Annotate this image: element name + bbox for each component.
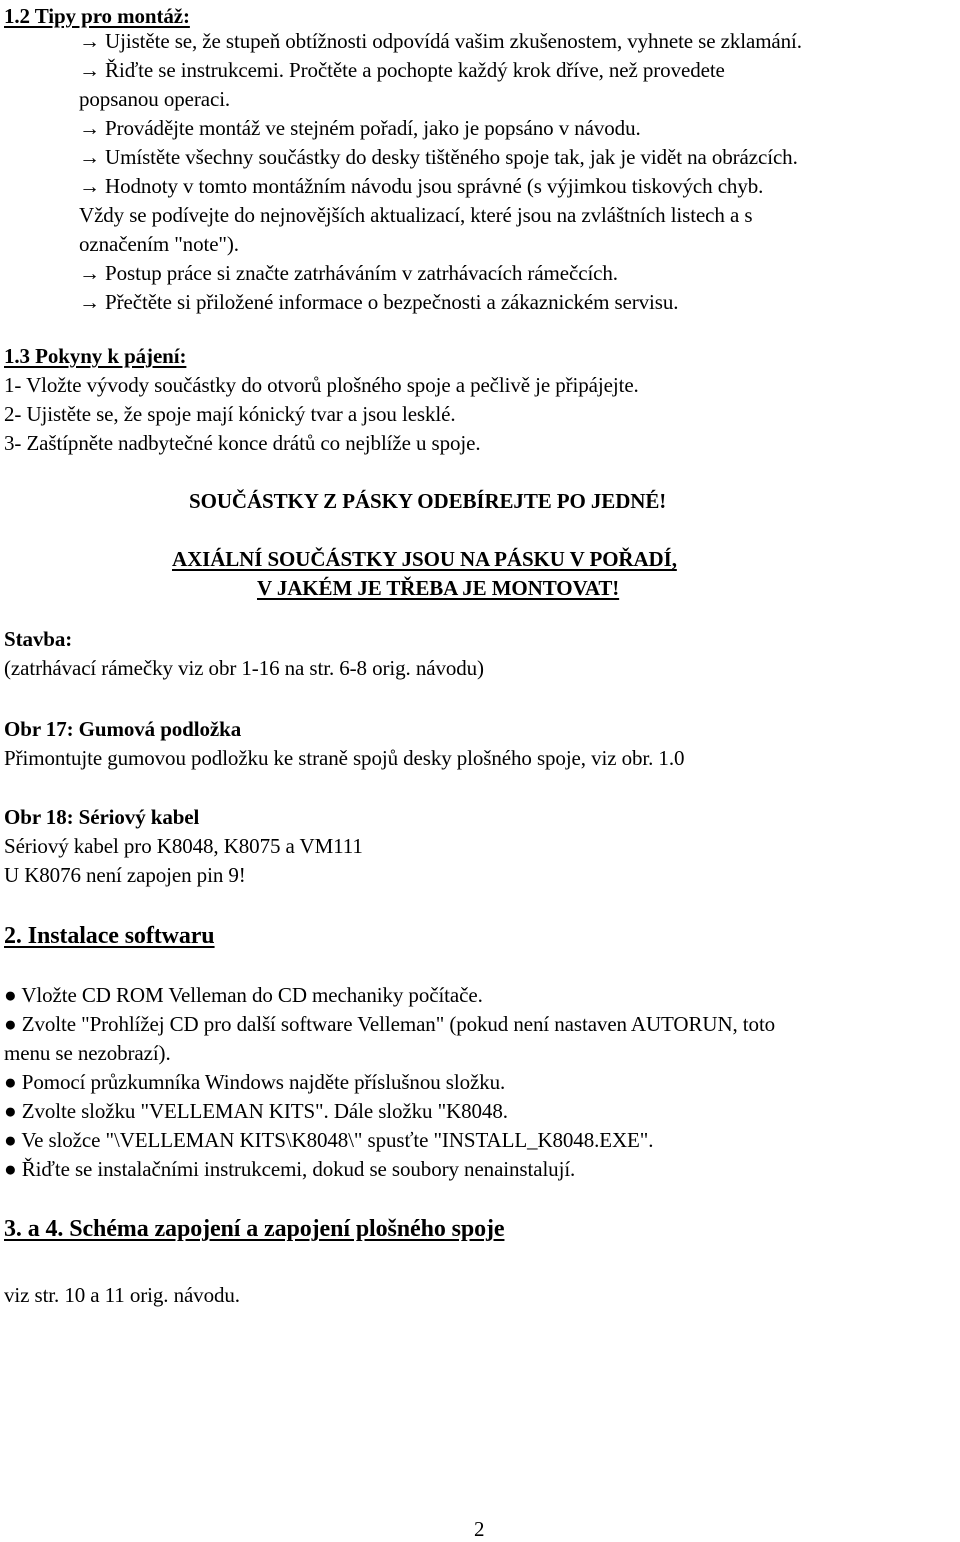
pajeni-line-3: 3- Zaštípněte nadbytečné konce drátů co nejblíže u spoje. xyxy=(4,431,481,455)
software-line-2: ● Zvolte "Prohlížej CD pro další software Velleman" (pokud není nastaven AUTORUN, toto xyxy=(4,1012,776,1036)
montaz-line-7: Vždy se podívejte do nejnovějších aktualizací, které jsou na zvláštních listech a s xyxy=(79,203,753,227)
software-line-4: ● Pomocí průzkumníka Windows najděte příslušnou složku. xyxy=(4,1070,506,1094)
notice-axial-line-1: AXIÁLNÍ SOUČÁSTKY JSOU NA PÁSKU V POŘADÍ, xyxy=(172,547,677,571)
obr17-heading: Obr 17: Gumová podložka xyxy=(4,717,242,741)
obr18-heading: Obr 18: Sériový kabel xyxy=(4,805,200,829)
software-heading: 2. Instalace softwaru xyxy=(4,923,215,949)
section-heading-pajeni: 1.3 Pokyny k pájení: xyxy=(4,344,187,368)
montaz-line-3: popsanou operaci. xyxy=(79,87,231,111)
montaz-line-4: → Provádějte montáž ve stejném pořadí, jako je popsáno v návodu. xyxy=(79,116,641,140)
montaz-line-8: označením "note"). xyxy=(79,232,239,256)
page-number: 2 xyxy=(474,1517,485,1541)
software-line-1: ● Vložte CD ROM Velleman do CD mechaniky počítače. xyxy=(4,983,483,1007)
obr18-line-2: U K8076 není zapojen pin 9! xyxy=(4,863,246,887)
pajeni-line-2: 2- Ujistěte se, že spoje mají kónický tvar a jsou lesklé. xyxy=(4,402,456,426)
software-line-6: ● Ve složce "\VELLEMAN KITS\K8048\" spusťte "INSTALL_K8048.EXE". xyxy=(4,1128,654,1152)
montaz-line-10: → Přečtěte si přiložené informace o bezpečnosti a zákaznickém servisu. xyxy=(79,290,679,314)
notice-one-by-one: SOUČÁSTKY Z PÁSKY ODEBÍREJTE PO JEDNÉ! xyxy=(189,489,667,513)
software-line-5: ● Zvolte složku "VELLEMAN KITS". Dále složku "K8048. xyxy=(4,1099,508,1123)
section-heading-montaz: 1.2 Tipy pro montáž: xyxy=(4,4,190,28)
montaz-line-2: → Řiďte se instrukcemi. Pročtěte a pochopte každý krok dříve, než provedete xyxy=(79,58,725,82)
montaz-line-6: → Hodnoty v tomto montážním návodu jsou správné (s výjimkou tiskových chyb. xyxy=(79,174,764,198)
obr17-text: Přimontujte gumovou podložku ke straně spojů desky plošného spoje, viz obr. 1.0 xyxy=(4,746,685,770)
software-line-3: menu se nezobrazí). xyxy=(4,1041,171,1065)
stavba-note: (zatrhávací rámečky viz obr 1-16 na str. 6-8 orig. návodu) xyxy=(4,656,484,680)
schema-text: viz str. 10 a 11 orig. návodu. xyxy=(4,1283,240,1307)
montaz-line-9: → Postup práce si značte zatrháváním v zatrhávacích rámečcích. xyxy=(79,261,618,285)
software-line-7: ● Řiďte se instalačními instrukcemi, dokud se soubory nenainstalují. xyxy=(4,1157,576,1181)
stavba-heading: Stavba: xyxy=(4,627,73,651)
montaz-line-5: → Umístěte všechny součástky do desky tištěného spoje tak, jak je vidět na obrázcích. xyxy=(79,145,798,169)
pajeni-line-1: 1- Vložte vývody součástky do otvorů plošného spoje a pečlivě je připájejte. xyxy=(4,373,639,397)
obr18-line-1: Sériový kabel pro K8048, K8075 a VM111 xyxy=(4,834,363,858)
montaz-line-1: → Ujistěte se, že stupeň obtížnosti odpovídá vašim zkušenostem, vyhnete se zklamání. xyxy=(79,29,802,53)
notice-axial-line-2: V JAKÉM JE TŘEBA JE MONTOVAT! xyxy=(257,576,620,600)
schema-heading: 3. a 4. Schéma zapojení a zapojení plošného spoje xyxy=(4,1216,505,1242)
